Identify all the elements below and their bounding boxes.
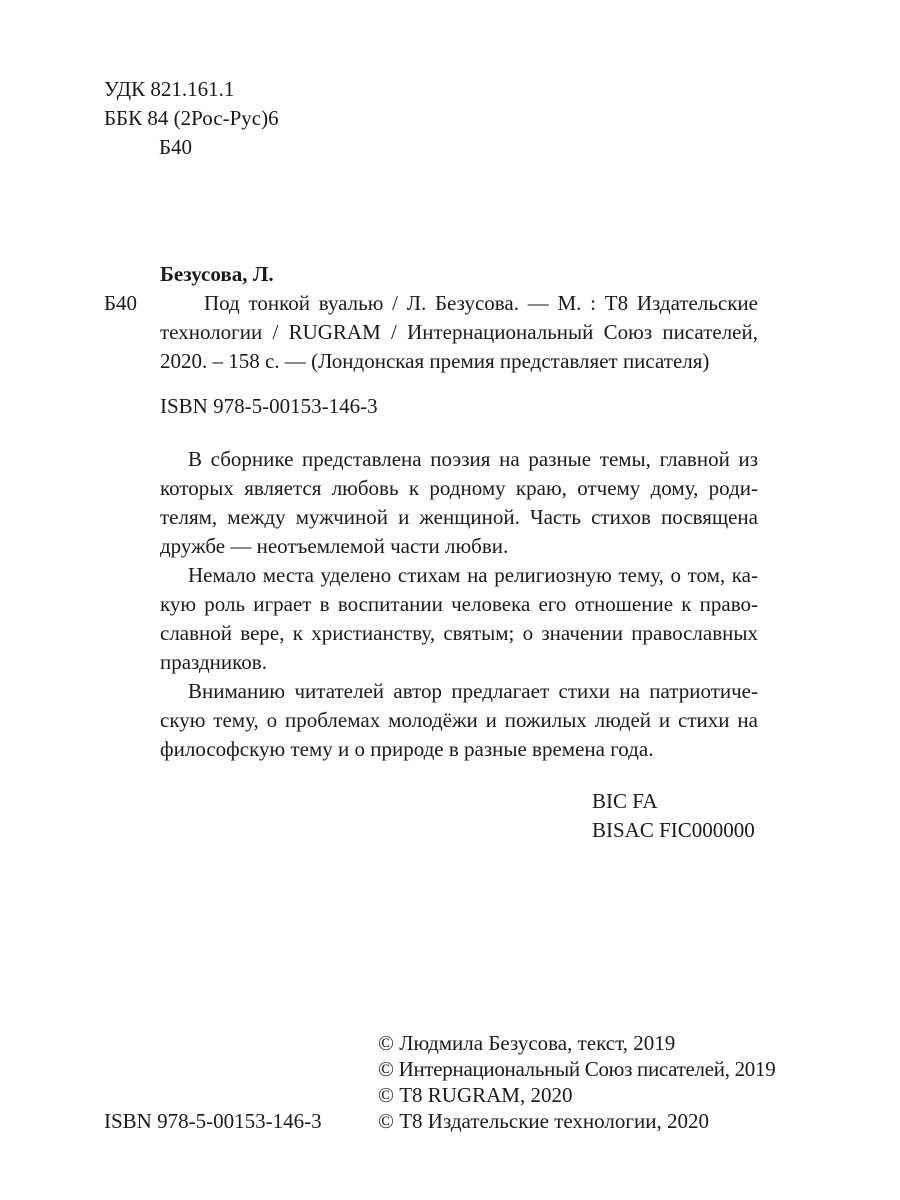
annotation-line: которых является любовь к родному краю, отчему дому, роди- [160, 476, 758, 500]
bic-code: BIC FA [592, 789, 658, 813]
catalog-description [160, 289, 758, 376]
footer-isbn: ISBN 978-5-00153-146-3 [104, 1109, 322, 1133]
author-mark: Б40 [159, 135, 193, 159]
catalog-description-line: технологии / RUGRAM / Интернациональный Союз писателей, [160, 320, 758, 344]
annotation-paragraph [160, 677, 758, 764]
bisac-code: BISAC FIC000000 [592, 818, 755, 842]
copyright-line: © Т8 RUGRAM, 2020 [378, 1083, 573, 1107]
annotation [160, 445, 758, 764]
annotation-line: скую тему, о проблемах молодёжи и пожилых людей и стихи на [160, 708, 758, 732]
copyright-line: © Т8 Издательские технологии, 2020 [378, 1109, 709, 1133]
catalog-isbn: ISBN 978-5-00153-146-3 [160, 394, 378, 418]
copyright-line: © Людмила Безусова, текст, 2019 [378, 1031, 676, 1055]
annotation-line: философскую тему и о природе в разные времена года. [160, 737, 654, 761]
annotation-line: Немало места уделено стихам на религиозную тему, о том, ка- [188, 563, 758, 587]
annotation-paragraph [160, 561, 758, 677]
annotation-line: Вниманию читателей автор предлагает стихи на патриотиче- [188, 679, 758, 703]
annotation-line: праздников. [160, 650, 267, 674]
annotation-line: дружбе — неотъемлемой части любви. [160, 534, 509, 558]
annotation-line: В сборнике представлена поэзия на разные темы, главной из [188, 447, 758, 471]
catalog-author: Безусова, Л. [160, 262, 274, 286]
catalog-mark: Б40 [104, 291, 138, 315]
annotation-paragraph [160, 445, 758, 561]
catalog-description-line: Под тонкой вуалью / Л. Безусова. — М. : Т8 Издательские [204, 291, 758, 315]
annotation-line: телям, между мужчиной и женщиной. Часть стихов посвящена [160, 505, 758, 529]
udk-code: УДК 821.161.1 [104, 77, 235, 101]
bbk-code: ББК 84 (2Рос-Рус)6 [104, 106, 279, 130]
copyright-line: © Интернациональный Союз писателей, 2019 [378, 1057, 776, 1081]
annotation-line: славной вере, к христианству, святым; о значении православных [160, 621, 758, 645]
catalog-description-line: 2020. – 158 с. — (Лондонская премия представляет писателя) [160, 349, 710, 373]
annotation-line: кую роль играет в воспитании человека его отношение к право- [160, 592, 758, 616]
